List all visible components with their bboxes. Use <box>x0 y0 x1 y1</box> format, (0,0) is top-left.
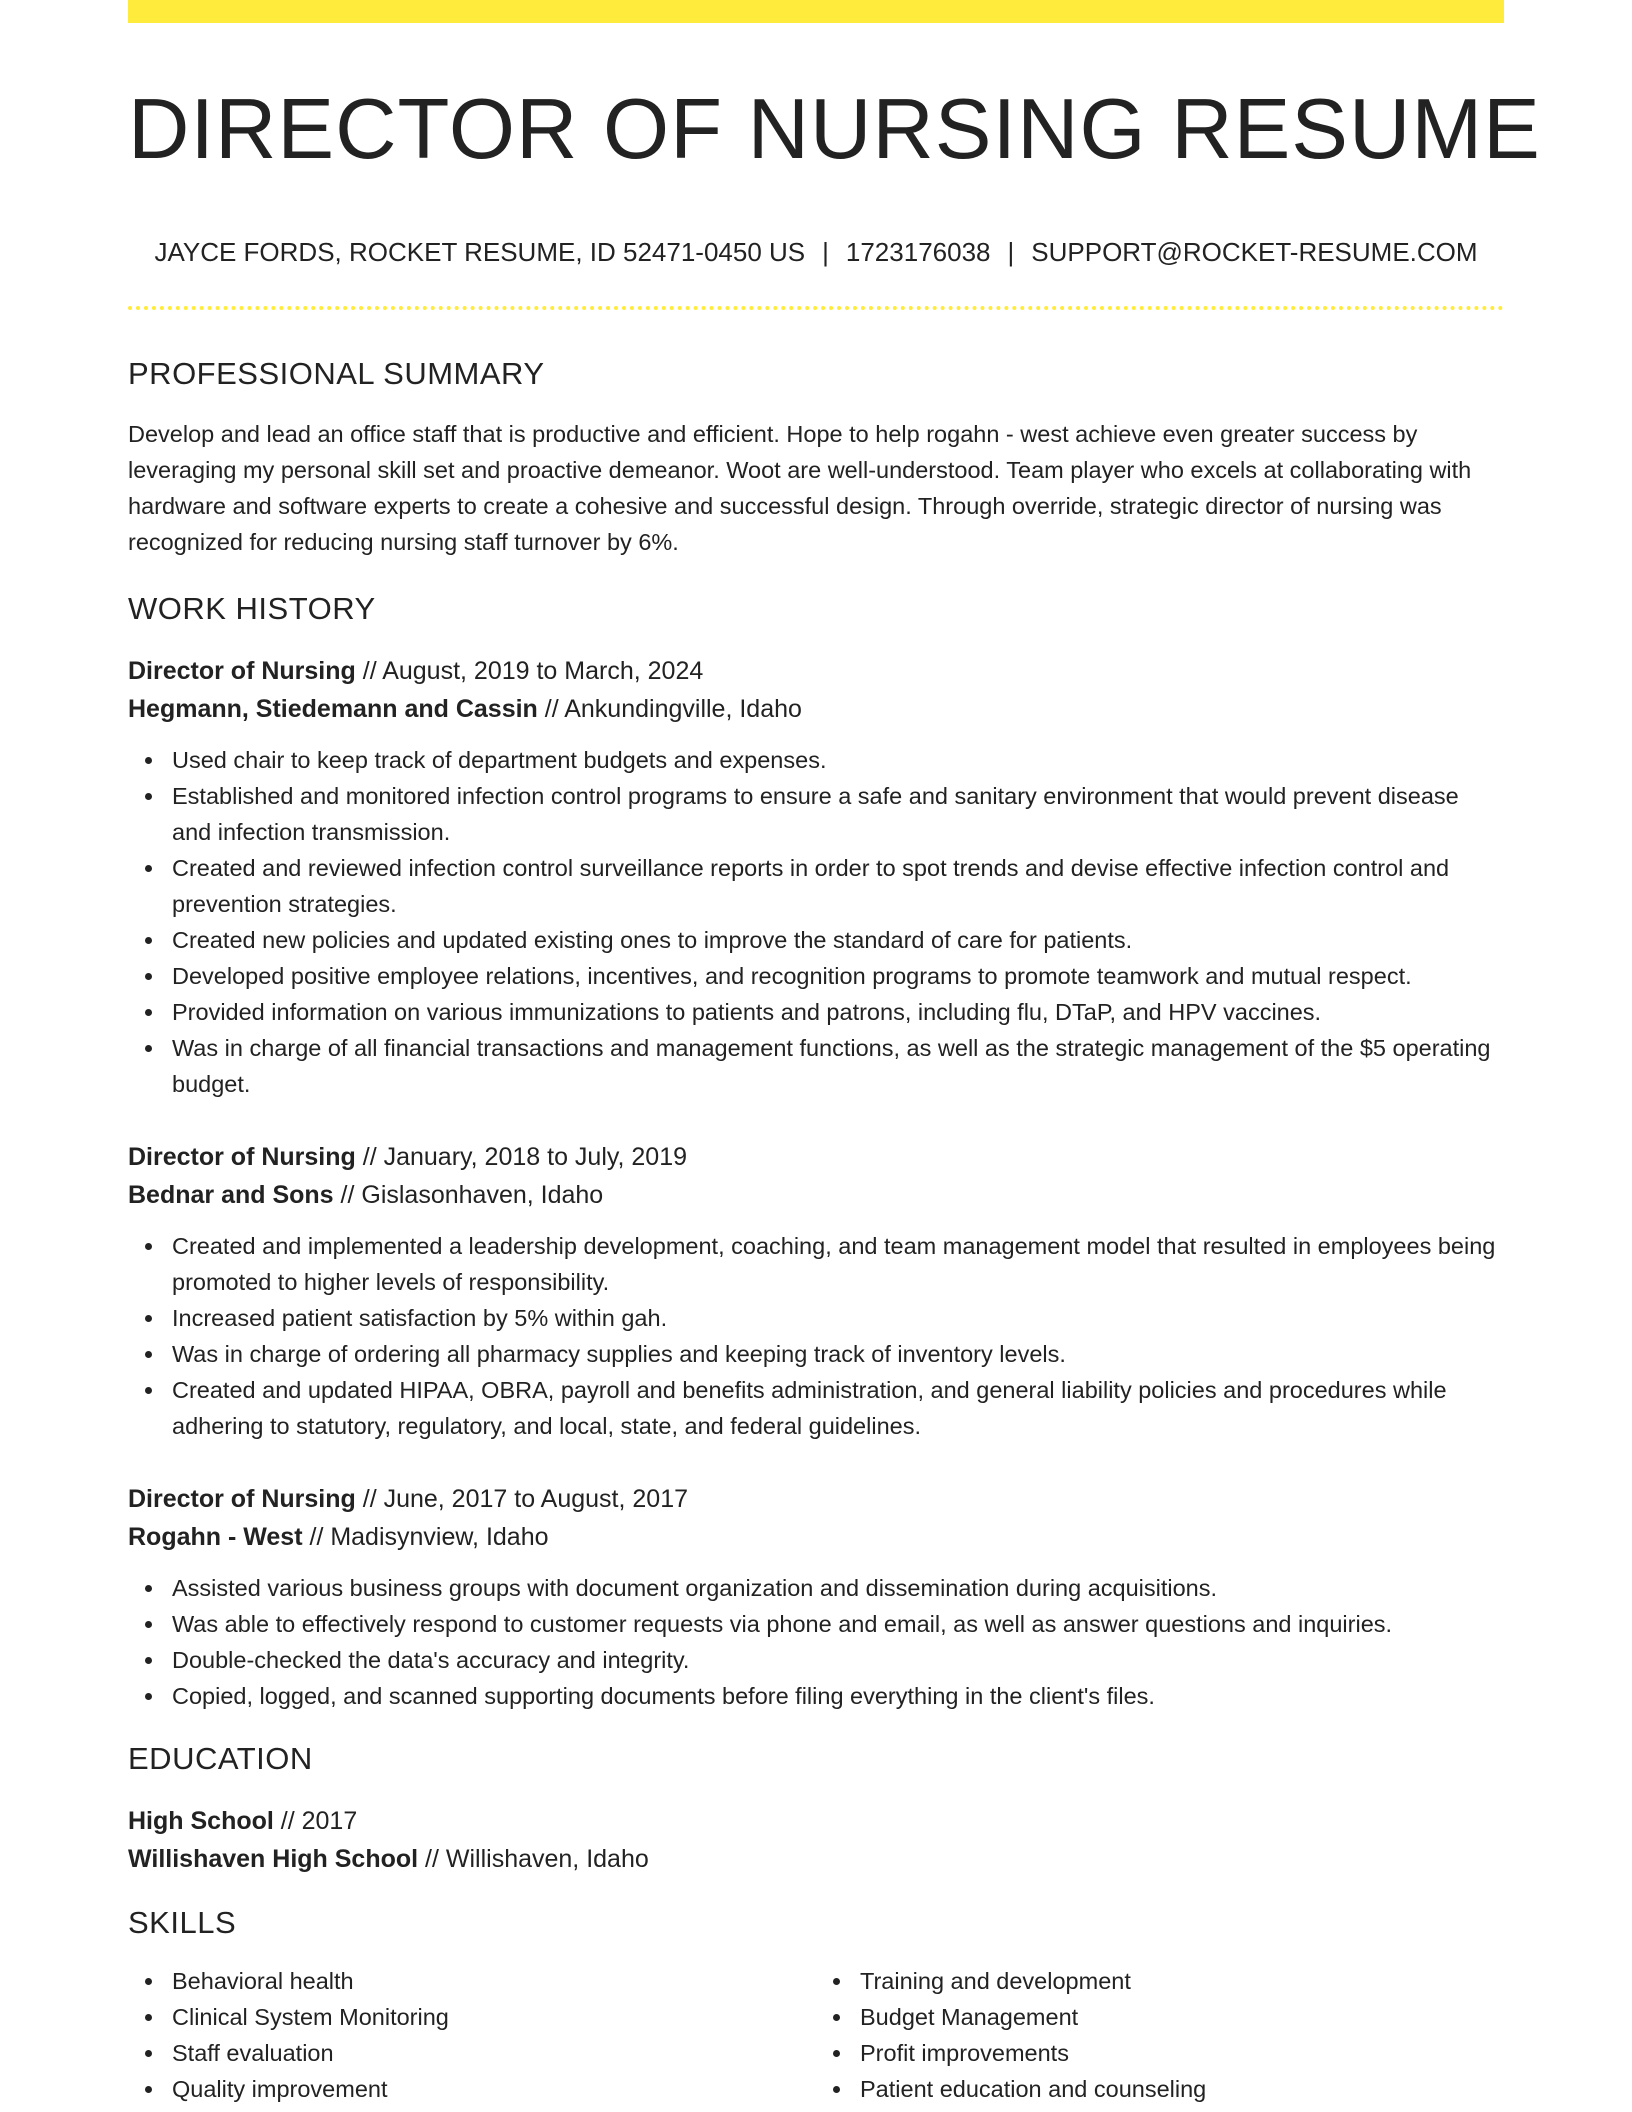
contact-address: JAYCE FORDS, ROCKET RESUME, ID 52471-0450 US <box>154 236 806 267</box>
page-title: DIRECTOR OF NURSING RESUME <box>128 82 1541 177</box>
job-title-line <box>128 1480 1504 1518</box>
list-item: Provided information on various immunizations to patients and patrons, including flu, DTaP, and HPV vaccines. <box>172 994 1504 1030</box>
list-item: Double-checked the data's accuracy and integrity. <box>172 1642 1504 1678</box>
contact-email: SUPPORT@ROCKET-RESUME.COM <box>1031 236 1478 267</box>
education-heading: EDUCATION <box>128 1741 313 1777</box>
job-dates: // January, 2018 to July, 2019 <box>355 1143 688 1172</box>
skills-column-left <box>128 1963 816 2107</box>
skills-list <box>128 1963 1504 2107</box>
job-location: // Ankundingville, Idaho <box>537 695 802 724</box>
contact-phone: 1723176038 <box>845 236 991 267</box>
job-company-line <box>128 690 1504 728</box>
skills-column-right <box>816 1963 1504 2107</box>
job-title: Director of Nursing <box>128 1485 356 1514</box>
job-bullets <box>128 1228 1504 1444</box>
job-location: // Madisynview, Idaho <box>302 1523 549 1552</box>
job-location: // Gislasonhaven, Idaho <box>333 1181 604 1210</box>
list-item: Staff evaluation <box>172 2035 816 2071</box>
job-entry <box>128 1480 1504 1714</box>
job-company-line <box>128 1518 1504 1556</box>
work-history-heading: WORK HISTORY <box>128 590 376 626</box>
list-item: Behavioral health <box>172 1963 816 1999</box>
job-dates: // June, 2017 to August, 2017 <box>355 1485 688 1514</box>
contact-separator: | <box>822 236 829 267</box>
summary-text: Develop and lead an office staff that is productive and efficient. Hope to help rogahn - west achieve even greater success by leveraging my personal skill set and proactive demeanor. Woot are well-understood. Team player who excels at collaborating with hardware and software experts to create a cohesive and successful design. Through override, strategic director of nursing was recognized for reducing nursing staff turnover by 6%. <box>128 420 1472 555</box>
skills-heading: SKILLS <box>128 1905 237 1941</box>
contact-line <box>128 237 1504 268</box>
contact-separator: | <box>1007 236 1015 267</box>
list-item: Increased patient satisfaction by 5% within gah. <box>172 1300 1504 1336</box>
list-item: Budget Management <box>860 1999 1504 2035</box>
list-item: Was in charge of ordering all pharmacy supplies and keeping track of inventory levels. <box>172 1336 1504 1372</box>
education-entry <box>128 1802 1504 1878</box>
list-item: Quality improvement <box>172 2071 816 2107</box>
job-dates: // August, 2019 to March, 2024 <box>355 657 704 686</box>
job-entry <box>128 1138 1504 1444</box>
education-degree-line <box>128 1802 1504 1840</box>
list-item: Used chair to keep track of department budgets and expenses. <box>172 742 1504 778</box>
education-school: Willishaven High School <box>128 1845 419 1874</box>
education-school-line <box>128 1840 1504 1878</box>
job-bullets <box>128 1570 1504 1714</box>
list-item: Clinical System Monitoring <box>172 1999 816 2035</box>
dotted-divider <box>128 306 1504 310</box>
list-item: Was able to effectively respond to customer requests via phone and email, as well as answer questions and inquiries. <box>172 1606 1504 1642</box>
job-company: Rogahn - West <box>128 1523 303 1552</box>
job-company-line <box>128 1176 1504 1214</box>
list-item: Developed positive employee relations, incentives, and recognition programs to promote teamwork and mutual respect. <box>172 958 1504 994</box>
list-item: Created and implemented a leadership development, coaching, and team management model that resulted in employees being promoted to higher levels of responsibility. <box>172 1228 1504 1300</box>
job-company: Hegmann, Stiedemann and Cassin <box>128 695 538 724</box>
list-item: Created and reviewed infection control surveillance reports in order to spot trends and devise effective infection control and prevention strategies. <box>172 850 1504 922</box>
education-degree: High School <box>128 1807 274 1836</box>
job-entry <box>128 652 1504 1102</box>
summary-heading: PROFESSIONAL SUMMARY <box>128 355 545 391</box>
education-location: // Willishaven, Idaho <box>418 1845 649 1874</box>
top-accent-bar <box>128 0 1504 23</box>
list-item: Was in charge of all financial transactions and management functions, as well as the strategic management of the $5 operating budget. <box>172 1030 1504 1102</box>
list-item: Established and monitored infection control programs to ensure a safe and sanitary environment that would prevent disease and infection transmission. <box>172 778 1504 850</box>
list-item: Profit improvements <box>860 2035 1504 2071</box>
job-title: Director of Nursing <box>128 657 356 686</box>
job-title: Director of Nursing <box>128 1143 356 1172</box>
list-item: Created and updated HIPAA, OBRA, payroll and benefits administration, and general liability policies and procedures while adhering to statutory, regulatory, and local, state, and federal guidelines. <box>172 1372 1504 1444</box>
list-item: Created new policies and updated existing ones to improve the standard of care for patients. <box>172 922 1504 958</box>
list-item: Training and development <box>860 1963 1504 1999</box>
job-company: Bednar and Sons <box>128 1181 334 1210</box>
education-year: // 2017 <box>273 1807 358 1836</box>
job-title-line <box>128 1138 1504 1176</box>
job-title-line <box>128 652 1504 690</box>
list-item: Assisted various business groups with document organization and dissemination during acquisitions. <box>172 1570 1504 1606</box>
job-bullets <box>128 742 1504 1102</box>
list-item: Patient education and counseling <box>860 2071 1504 2107</box>
resume-page <box>128 0 1541 2107</box>
list-item: Copied, logged, and scanned supporting documents before filing everything in the client's files. <box>172 1678 1504 1714</box>
